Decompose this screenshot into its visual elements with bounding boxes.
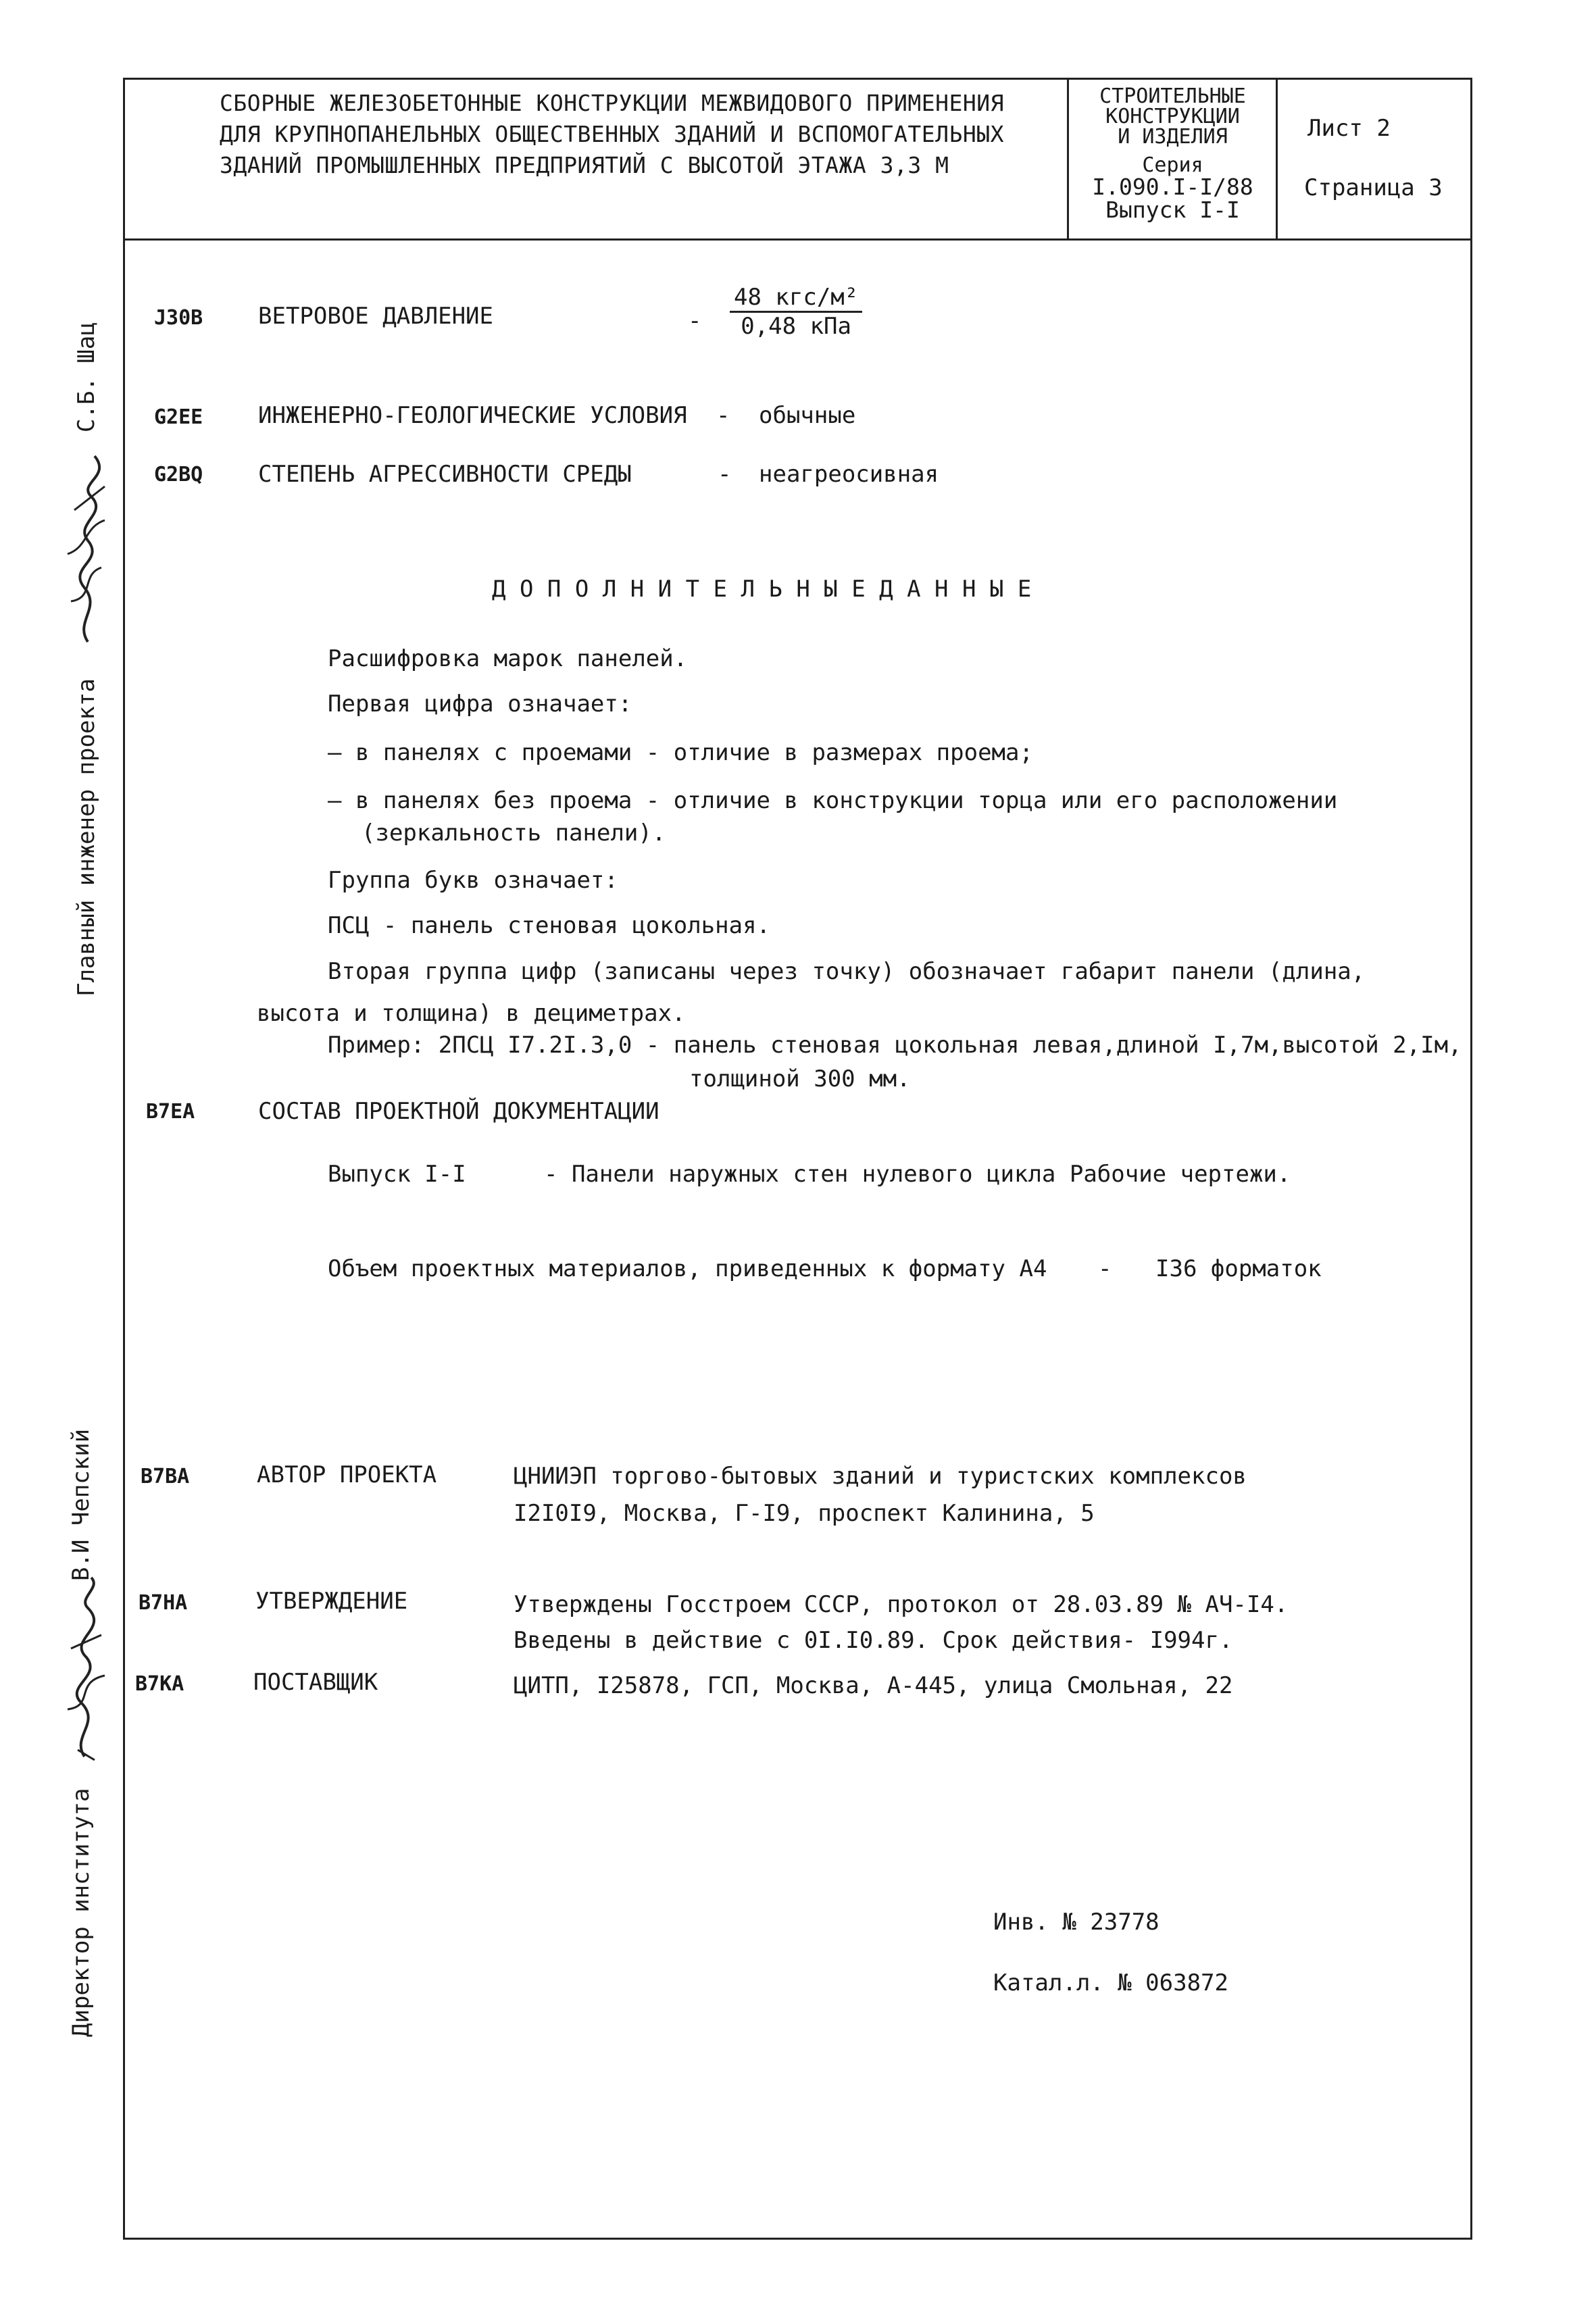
volume-text: Объем проектных материалов, приведенных к формату А4 [328, 1255, 1047, 1282]
composition-label: СОСТАВ ПРОЕКТНОЙ ДОКУМЕНТАЦИИ [258, 1098, 659, 1125]
chief-engineer-label: Главный инженер проекта [73, 678, 100, 997]
issue-number: Выпуск I-I [1105, 197, 1240, 223]
director-name: В.И Чепский [68, 1428, 95, 1581]
chief-engineer-name: С.Б. Шац [73, 322, 100, 432]
param-label: ИНЖЕНЕРНО-ГЕОЛОГИЧЕСКИЕ УСЛОВИЯ [258, 402, 687, 429]
document-title [220, 88, 1004, 181]
param-dash: - [688, 307, 702, 334]
series-block [1073, 86, 1272, 222]
additional-line: высота и толщина) в дециметрах. [257, 1000, 686, 1027]
additional-data-heading: Д О П О Л Н И Т Е Л Ь Н Ы Е Д А Н Н Ы Е [492, 576, 1032, 603]
series-line-1: СТРОИТЕЛЬНЫЕ [1099, 84, 1246, 108]
author-line: ЦНИИЭП торгово-бытовых зданий и туристских комплексов [514, 1463, 1247, 1490]
page-number: Страница 3 [1304, 174, 1443, 201]
param-value: неагреосивная [759, 461, 939, 488]
author-label: АВТОР ПРОЕКТА [257, 1461, 437, 1488]
catalog-number: Катал.л. № 063872 [993, 1969, 1228, 1996]
additional-line: ПСЦ - панель стеновая цокольная. [328, 912, 771, 939]
param-label: СТЕПЕНЬ АГРЕССИВНОСТИ СРЕДЫ [258, 461, 632, 488]
param-code: G2BQ [154, 463, 203, 486]
additional-line: Расшифровка марок панелей. [328, 645, 688, 672]
additional-line: Первая цифра означает: [328, 690, 632, 718]
additional-line: толщиной 300 мм. [689, 1065, 911, 1092]
additional-line: Пример: 2ПСЦ I7.2I.3,0 - панель стеновая цокольная левая,длиной I,7м,высотой 2,Iм, [328, 1032, 1462, 1059]
approval-line: Введены в действие с 0I.I0.89. Срок действия- I994г. [514, 1627, 1233, 1654]
approval-code: B7HA [139, 1591, 188, 1615]
volume-dash: - [1098, 1255, 1112, 1282]
composition-code: B7EA [146, 1100, 195, 1124]
supplier-label: ПОСТАВЩИК [253, 1669, 378, 1696]
director-signature [47, 1574, 122, 1763]
param-value: обычные [759, 402, 856, 429]
title-line-1: СБОРНЫЕ ЖЕЛЕЗОБЕТОННЫЕ КОНСТРУКЦИИ МЕЖВИДОВОГО ПРИМЕНЕНИЯ [220, 90, 1004, 116]
author-code: B7BA [141, 1465, 190, 1488]
param-dash: - [716, 402, 730, 429]
param-label: ВЕТРОВОЕ ДАВЛЕНИЕ [258, 303, 493, 330]
series-line-2: КОНСТРУКЦИИ [1105, 105, 1240, 128]
param-dash: - [718, 461, 732, 488]
supplier-line: ЦИТП, I25878, ГСП, Москва, А-445, улица Смольная, 22 [514, 1672, 1233, 1699]
additional-line: Вторая группа цифр (записаны через точку) обозначает габарит панели (длина, [328, 958, 1366, 985]
additional-line: (зеркальность панели). [361, 820, 666, 847]
param-code: G2EE [154, 405, 203, 429]
approval-label: УТВЕРЖДЕНИЕ [255, 1588, 408, 1615]
additional-line: – в панелях с проемами - отличие в размерах проема; [328, 739, 1033, 766]
header-separator-2 [1276, 78, 1278, 240]
supplier-code: B7KA [135, 1672, 184, 1696]
title-line-3: ЗДАНИЙ ПРОМЫШЛЕННЫХ ПРЕДПРИЯТИЙ С ВЫСОТОЙ ЭТАЖА 3,3 М [220, 152, 949, 178]
approval-line: Утверждены Госстроем СССР, протокол от 28.03.89 № АЧ-I4. [514, 1591, 1289, 1618]
inventory-number: Инв. № 23778 [993, 1909, 1159, 1936]
volume-value: I36 форматок [1155, 1255, 1322, 1282]
header-divider [123, 238, 1472, 241]
additional-line: – в панелях без проема - отличие в конструкции торца или его расположении [328, 787, 1338, 814]
issue-description: - Панели наружных стен нулевого цикла Рабочие чертежи. [544, 1161, 1291, 1188]
director-label: Директор института [68, 1788, 95, 2037]
author-line: I2I0I9, Москва, Г-I9, проспект Калинина, 5 [514, 1500, 1095, 1527]
wind-pressure-denominator: 0,48 кПа [741, 313, 851, 340]
wind-pressure-numerator: 48 кгс/м² [730, 284, 862, 313]
title-line-2: ДЛЯ КРУПНОПАНЕЛЬНЫХ ОБЩЕСТВЕННЫХ ЗДАНИЙ И ВСПОМОГАТЕЛЬНЫХ [220, 121, 1004, 147]
param-code: J30B [154, 306, 203, 330]
chief-engineer-signature [47, 446, 122, 649]
wind-pressure-value [730, 284, 862, 340]
sheet-number: Лист 2 [1307, 115, 1391, 142]
series-line-3: И ИЗДЕЛИЯ [1118, 125, 1228, 149]
series-label: Серия [1142, 153, 1203, 177]
issue-label: Выпуск I-I [328, 1161, 466, 1188]
additional-line: Группа букв означает: [328, 867, 618, 894]
series-number: I.090.I-I/88 [1092, 174, 1253, 200]
header-separator-1 [1067, 78, 1069, 240]
